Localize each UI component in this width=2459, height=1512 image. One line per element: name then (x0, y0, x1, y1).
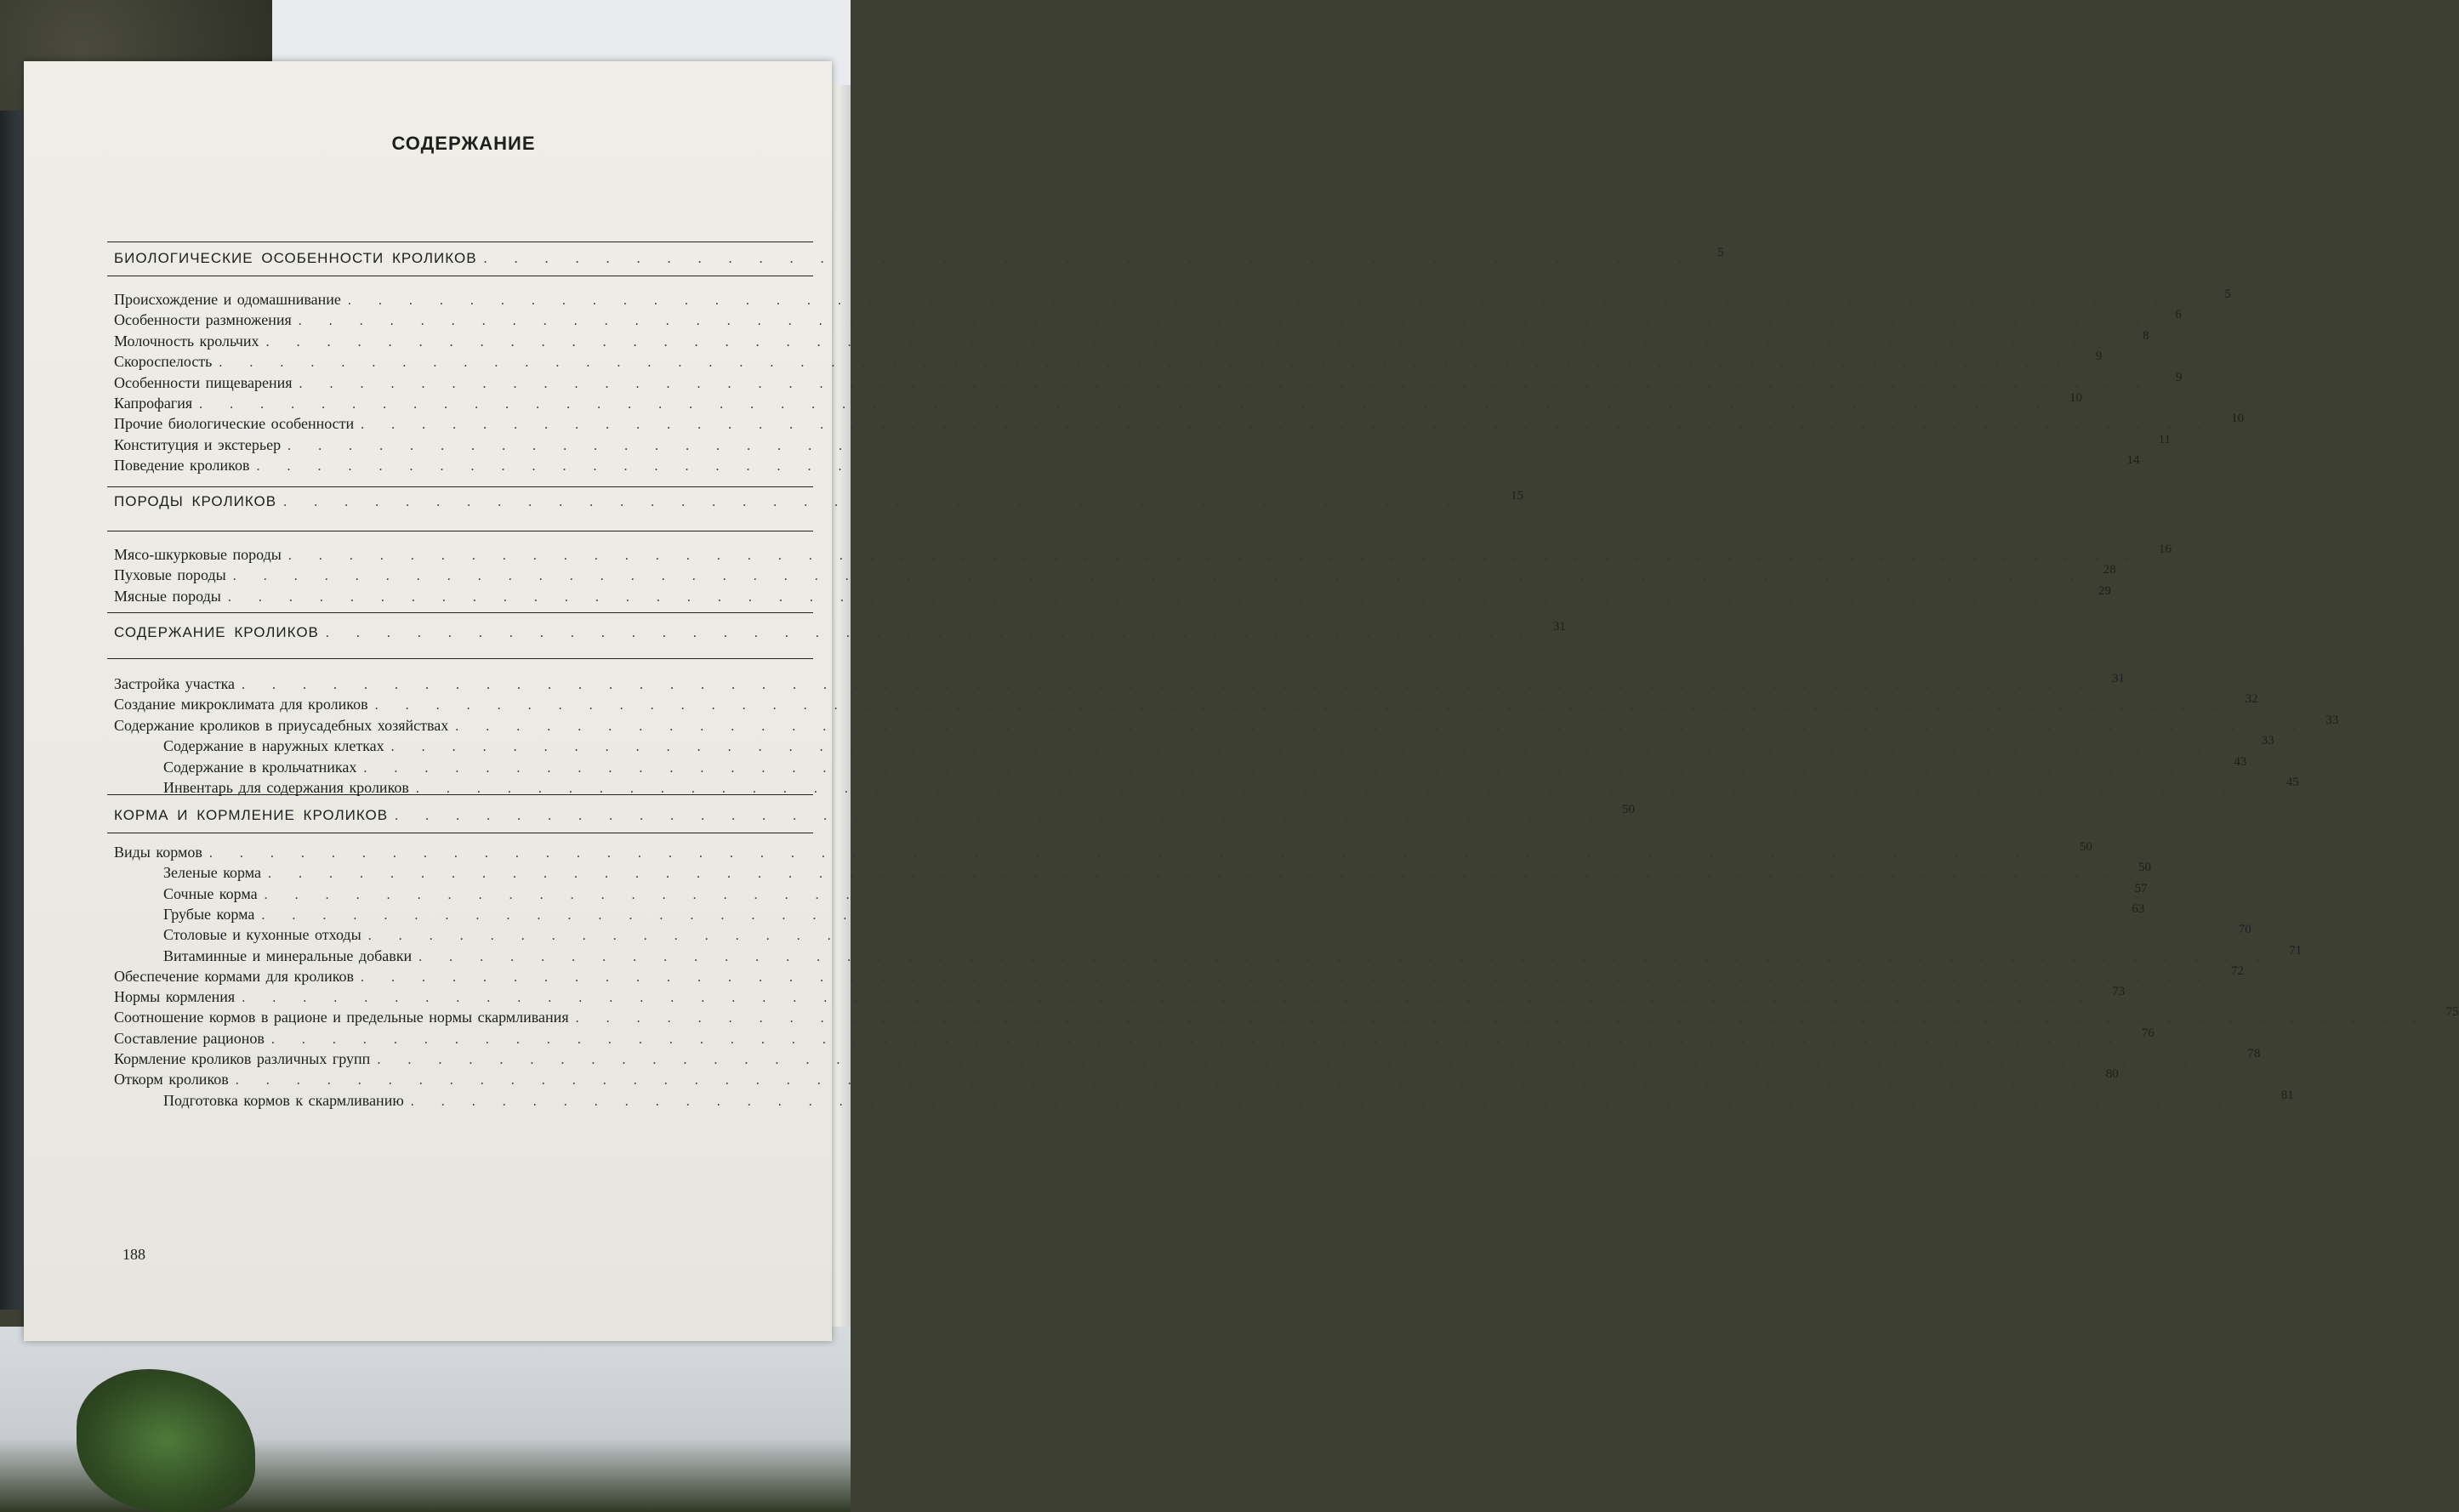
toc-entry (163, 776, 2299, 799)
leader-dots: . . . . . . . . . . . . . . . . . . . . . . . . . . . . . . . . . . . . . . . . . . . . . . . . . . . . . . . . . . . . . (261, 908, 2115, 923)
section-heading-page: 15 (1511, 489, 1524, 503)
leader-dots: . . . . . . . . . . . . . . . . . . . . . . . . . . . . . . . . . . . . . . . . . . . . . . . . . . . . . . . . . . . . . (367, 929, 2221, 943)
toc-entry (114, 412, 2245, 435)
toc-entry-label: Застройка участка (114, 675, 236, 692)
leader-dots: . . . . . . . . . . . . . . . . . . . . . . . . . . . . . . . . . . . . . . . . (325, 626, 1535, 640)
toc-entry (163, 755, 2247, 779)
toc-entry-page: 50 (2138, 861, 2152, 874)
toc-entry-label: Конституция и экстерьер (114, 436, 282, 453)
leader-dots: . . . . . . . . . . . . . . . . . . . . . . . . . . . . . . . . . . . . . . . . . . . . . . . . . . . . . . . . . . . . . (299, 377, 2152, 391)
toc-entry-label: Скороспелость (114, 353, 213, 370)
toc-entry-page: 80 (2105, 1067, 2119, 1081)
toc-entry (114, 563, 2116, 587)
leader-dots: . . . . . . . . . . . . . . . . . . . . . . . . . . . . . . . . . . . . . . . . . . . . . . . . . . . . . . . . . . . . . (256, 459, 2109, 474)
toc-entry-label: Поведение кроликов (114, 457, 250, 474)
leader-dots: . . . . . . . . . . . . . . . . . . . . . . . . . . . . . . . . . . . . . . . . . . . . . . . . . . . . . . . . . . . . . (390, 740, 2244, 754)
toc-entry-label: Капрофагия (114, 395, 193, 412)
page-title: СОДЕРЖАНИЕ (391, 133, 536, 154)
toc-entry-label: Нормы кормления (114, 988, 236, 1005)
toc-entry-label: Особенности размножения (114, 311, 292, 328)
toc-entry (163, 734, 2274, 758)
toc-entry-label: Виды кормов (114, 844, 202, 861)
toc-entry (114, 371, 2183, 395)
section-heading-page: 50 (1622, 803, 1636, 816)
toc-entry-label: Соотношение кормов в рационе и предельные нормы скармливания (114, 1009, 569, 1026)
divider-rule (107, 612, 813, 613)
toc-entry-page: 70 (2238, 923, 2251, 936)
toc-entry-label: Зеленые корма (163, 864, 262, 881)
toc-entry-label: Создание микроклимата для кроликов (114, 696, 368, 713)
divider-rule (107, 486, 813, 487)
leader-dots: . . . . . . . . . . . . . . . . . . . . . . . . . . . . . . . . . . . . . . . . . . . . . . . . . . . . . . . . . . . . . (199, 397, 2052, 412)
toc-entry (163, 944, 2302, 968)
toc-entry-label: Пуховые породы (114, 566, 226, 583)
toc-entry-label: Сочные корма (163, 885, 258, 902)
toc-entry-page: 16 (2158, 543, 2172, 556)
section-heading-label: БИОЛОГИЧЕСКИЕ ОСОБЕННОСТИ КРОЛИКОВ (114, 250, 477, 266)
toc-entry (163, 882, 2148, 906)
leader-dots: . . . . . . . . . . . . . . . . . . . . . . . . . . . . . . . . . . . . . . . . . . . . . . . . . . . . . . . . . . . . . (208, 846, 2062, 861)
section-heading-label: СОДЕРЖАНИЕ КРОЛИКОВ (114, 624, 319, 640)
toc-entry-page: 33 (2325, 713, 2339, 727)
book-page (24, 61, 2459, 1341)
toc-entry-page: 63 (2132, 902, 2145, 916)
section-heading (114, 489, 1524, 514)
toc-entry-page: 10 (2069, 391, 2083, 405)
toc-entry (114, 350, 2103, 373)
toc-entry (114, 692, 2258, 716)
section-heading (114, 803, 1636, 827)
toc-entry (114, 840, 2092, 864)
toc-entry-label: Инвентарь для содержания кроликов (163, 779, 409, 796)
leader-dots: . . . . . . . . . . . . . . . . . . . . . . . . . . . . . . . . . . . . . . . . . . . . . . . . . . . . . . . . . . . . . (242, 991, 2095, 1005)
leader-dots: . . . . . . . . . . . . . . . . . . . . . . . . . . . . . . . . . . . . . . . . . . . . . . . . . . . . . . . . . . . . . (455, 719, 2308, 734)
section-heading-page: 31 (1552, 620, 1566, 634)
leader-dots: . . . . . . . . . . . . . . . . . . . . . . . . . . . . . . . . . . . . . . . . . . . . . . . . . . . . . . . . . . . . . (242, 678, 2095, 692)
toc-entry (163, 861, 2152, 884)
toc-entry (163, 923, 2251, 946)
toc-entry (114, 543, 2172, 566)
leader-dots: . . . . . . . . . . . . . . . . . . . . . . . . . . . . . . . . . . . . . . . . . . . . . . . . . . . . . . . . . . . . . (287, 549, 2141, 563)
leader-dots: . . . . . . . . . . . . . . . . . . . . . . . . . . . . . . . . . . . . . . . . . . . . . . . . . . . . . . . . . . . . . (219, 355, 2072, 370)
leader-dots: . . . . . . . . . . . . . . . . . . . . . . . . . . . . . . . . . . . . . . . . . . . . . . . . . . . . . . . . . . . . . (298, 314, 2151, 328)
toc-entry-page: 50 (2079, 840, 2092, 854)
section-heading-label: ПОРОДЫ КРОЛИКОВ (114, 493, 277, 509)
divider-rule (107, 794, 813, 795)
toc-entry (114, 1026, 2154, 1050)
leader-dots: . . . . . . . . . . . . . . . . . . . . . . . . . . . . . . . . . . . . . . . . (395, 809, 1605, 823)
toc-entry-page: 9 (2176, 371, 2183, 384)
leader-dots: . . . . . . . . . . . . . . . . . . . . . . . . . . . . . . . . . . . . . . . . . . . . . . . . . . . . . . . . . . . . . (377, 1053, 2230, 1067)
section-heading (114, 246, 1724, 270)
toc-entry-label: Обеспечение кормами для кроликов (114, 968, 355, 985)
toc-entry-page: 8 (2143, 329, 2149, 343)
leader-dots: . . . . . . . . . . . . . . . . . . . . . . . . . . . . . . . . . . . . . . . . . . . . . . . . . . . . . . . . . . . . . (265, 335, 2119, 350)
toc-entry-page: 72 (2231, 964, 2245, 978)
toc-entry (114, 287, 2231, 311)
toc-entry-page: 14 (2126, 453, 2140, 467)
toc-entry-label: Происхождение и одомашнивание (114, 291, 341, 308)
toc-entry (114, 964, 2245, 988)
toc-entry (114, 1005, 2459, 1029)
toc-entry-page: 6 (2175, 308, 2182, 321)
leader-dots: . . . . . . . . . . . . . . . . . . . . . . . . . . . . . . . . . . . . . . . . . . . . . . . . . . . . . . . . . . . . . (418, 950, 2272, 964)
leader-dots: . . . . . . . . . . . . . . . . . . . . . . . . . . . . . . . . . . . . . . . . . . . . . . . . . . . . . . . . . . . . . (227, 590, 2080, 605)
leader-dots: . . . . . . . . . . . . . . . . . . . . . . . . . . . . . . . . . . . . . . . . . . . . . . . . . . . . . . . . . . . . . (361, 418, 2214, 432)
section-heading-page: 5 (1717, 246, 1724, 259)
toc-entry-page: 73 (2112, 985, 2126, 998)
toc-entry-label: Составление рационов (114, 1030, 265, 1047)
leader-dots: . . . . . . . . . . . . . . . . . . . . . . . . . . . . . . . . . . . . . . . . . . . . . . . . . . . . . . . . . . . . . (361, 970, 2214, 985)
toc-entry-label: Молочность крольчих (114, 333, 259, 350)
leader-dots: . . . . . . . . . . . . . . . . . . . . . . . . . . . . . . . . . . . . . . . . . . . . . . . . . . . . . . . . . . . . . (270, 1032, 2124, 1047)
toc-entry-page: 31 (2112, 672, 2126, 685)
toc-entry (163, 902, 2145, 926)
toc-entry-page: 5 (2224, 287, 2231, 301)
leader-dots: . . . . . . . . . . . . . . . . . . . . . . . . . . . . . . . . . . . . . . . . . . . . . . . . . . . . . . . . . . . . . (374, 698, 2228, 713)
leader-dots: . . . . . . . . . . . . . . . . . . . . . . . . . . . . . . . . . . . . . . . . . . . . . . . . . . . . . . . . . . . . . (575, 1011, 2428, 1026)
toc-entry (114, 391, 2083, 415)
leader-dots: . . . . . . . . . . . . . . . . . . . . . . . . . . . . . . . . . . . . . . . . . . . . . . . . . . . . . . . . . . . . . (268, 867, 2121, 881)
toc-entry-label: Особенности пищеварения (114, 374, 293, 391)
leader-dots: . . . . . . . . . . . . . . . . . . . . . . . . . . . . . . . . . . . . . . . . . . . . . . . . . . . . . . . . . . . . . (347, 293, 2200, 308)
toc-entry (114, 672, 2126, 696)
leader-dots: . . . . . . . . . . . . . . . . . . . . . . . . . . . . . . . . . . . . . . . . (483, 252, 1693, 266)
toc-entry-label: Столовые и кухонные отходы (163, 926, 361, 943)
leader-dots: . . . . . . . . . . . . . . . . . . . . . . . . . . . . . . . . . . . . . . . . (283, 495, 1494, 509)
toc-entry-label: Содержание в крольчатниках (163, 759, 357, 776)
toc-entry-page: 45 (2285, 776, 2299, 789)
leader-dots: . . . . . . . . . . . . . . . . . . . . . . . . . . . . . . . . . . . . . . . . . . . . . . . . . . . . . . . . . . . . . (363, 761, 2217, 776)
divider-rule (107, 658, 813, 659)
toc-entry-page: 57 (2134, 882, 2148, 895)
toc-entry (114, 584, 2111, 608)
toc-entry-page: 78 (2247, 1047, 2261, 1060)
toc-entry (163, 1089, 2294, 1112)
toc-entry (114, 433, 2172, 457)
toc-entry-page: 29 (2098, 584, 2111, 598)
toc-entry-page: 43 (2234, 755, 2247, 769)
toc-entry-label: Мясо-шкурковые породы (114, 546, 282, 563)
leader-dots: . . . . . . . . . . . . . . . . . . . . . . . . . . . . . . . . . . . . . . . . . . . . . . . . . . . . . . . . . . . . . (410, 1094, 2263, 1109)
toc-entry-label: Подготовка кормов к скармливанию (163, 1092, 404, 1109)
toc-entry-page: 81 (2280, 1089, 2294, 1102)
toc-entry (114, 713, 2339, 737)
toc-entry (114, 453, 2140, 477)
toc-entry-page: 32 (2245, 692, 2258, 706)
leader-dots: . . . . . . . . . . . . . . . . . . . . . . . . . . . . . . . . . . . . . . . . . . . . . . . . . . . . . . . . . . . . . (287, 439, 2141, 453)
toc-entry (114, 308, 2182, 332)
toc-entry-page: 10 (2231, 412, 2245, 425)
toc-entry-label: Прочие биологические особенности (114, 415, 355, 432)
section-heading (114, 620, 1566, 645)
leader-dots: . . . . . . . . . . . . . . . . . . . . . . . . . . . . . . . . . . . . . . . . . . . . . . . . . . . . . . . . . . . . . (232, 569, 2086, 583)
leader-dots: . . . . . . . . . . . . . . . . . . . . . . . . . . . . . . . . . . . . . . . . . . . . . . . . . . . . . . . . . . . . . (235, 1073, 2088, 1088)
toc-entry (114, 329, 2149, 353)
toc-entry-page: 71 (2289, 944, 2302, 958)
toc-entry-label: Содержание кроликов в приусадебных хозяйствах (114, 717, 449, 734)
toc-entry-label: Витаминные и минеральные добавки (163, 947, 413, 964)
toc-entry (114, 1067, 2119, 1091)
toc-entry-page: 11 (2158, 433, 2172, 446)
toc-entry-page: 33 (2261, 734, 2274, 747)
page-number: 188 (122, 1246, 145, 1263)
toc-entry-page: 76 (2141, 1026, 2154, 1040)
toc-entry-page: 75 (2445, 1005, 2459, 1019)
toc-entry (114, 985, 2126, 1009)
toc-content (114, 61, 2459, 1341)
leader-dots: . . . . . . . . . . . . . . . . . . . . . . . . . . . . . . . . . . . . . . . . . . . . . . . . . . . . . . . . . . . . . (264, 888, 2117, 902)
section-heading-label: КОРМА И КОРМЛЕНИЕ КРОЛИКОВ (114, 807, 389, 823)
toc-entry-label: Откорм кроликов (114, 1071, 229, 1088)
toc-entry-label: Кормление кроликов различных групп (114, 1050, 371, 1067)
leader-dots: . . . . . . . . . . . . . . . . . . . . . . . . . . . . . . . . . . . . . . . . . . . . . . . . . . . . . . . . . . . . . (415, 782, 2268, 796)
toc-entry-label: Содержание в наружных клетках (163, 737, 384, 754)
toc-entry (114, 1047, 2261, 1071)
toc-entry-label: Мясные породы (114, 588, 221, 605)
toc-entry-page: 9 (2095, 350, 2103, 363)
toc-entry-label: Грубые корма (163, 906, 255, 923)
toc-entry-page: 28 (2103, 563, 2116, 577)
